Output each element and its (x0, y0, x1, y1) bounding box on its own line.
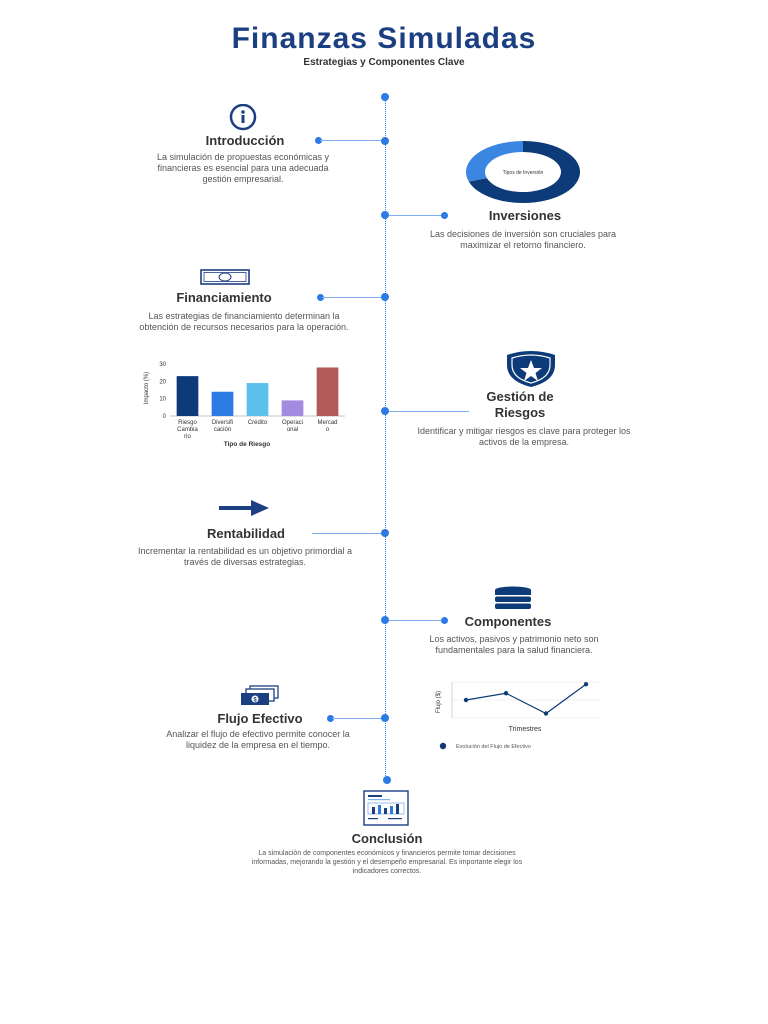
financiamiento-text: Las estrategias de financiamiento determinan la obtención de recursos necesarios para la operación. (139, 311, 349, 332)
componentes-text: Los activos, pasivos y patrimonio neto son fundamentales para la salud financiera. (429, 634, 599, 655)
riesgo-bar-chart (140, 356, 350, 452)
line-point-3 (544, 711, 548, 715)
bar-category-label: Operaci onal (281, 420, 304, 433)
shield-star-icon (501, 349, 561, 389)
inversiones-title: Inversiones (488, 208, 562, 223)
timeline-dot-rentabilidad (381, 529, 389, 537)
timeline-dot-financiamiento (381, 293, 389, 301)
bar-chart-y-tick: 0 (162, 414, 166, 420)
bar-chart-ylabel: Impacto (%) (144, 371, 150, 405)
componentes-title: Componentes (464, 614, 552, 629)
riesgos-title: Gestión de Riesgos (486, 389, 554, 420)
riesgos-text: Identificar y mitigar riesgos es clave para proteger los activos de la empresa. (417, 426, 631, 447)
bar-category-label: Crédito (247, 420, 268, 426)
bar-chart-y-tick: 10 (159, 396, 166, 403)
introduccion-text: La simulación de propuestas económicas y financieras es esencial para una adecuada gestión empresarial. (156, 152, 330, 184)
componentes-connector (389, 620, 443, 621)
bar-chart-y-tick: 20 (159, 379, 166, 386)
introduccion-connector (320, 140, 384, 141)
line-chart-ylabel: Flujo ($) (436, 690, 442, 714)
timeline-dot-flujo (381, 714, 389, 722)
riesgos-connector (389, 411, 469, 412)
line-point-4 (584, 682, 588, 686)
donut-center-label: Tipos de Inversión (502, 170, 544, 176)
svg-text:$: $ (253, 697, 257, 704)
bar-5 (317, 367, 339, 416)
cash-stack-icon (238, 685, 282, 707)
rentabilidad-text: Incrementar la rentabilidad es un objetivo primordial a través de diversas estrategias. (137, 546, 353, 567)
bar-chart-xlabel: Tipo de Riesgo (223, 441, 271, 448)
inversiones-connector-dot (441, 212, 448, 219)
flujo-text: Analizar el flujo de efectivo permite conocer la liquidez de la empresa en el tiempo. (166, 729, 350, 750)
flujo-title: Flujo Efectivo (217, 711, 303, 726)
flujo-connector (332, 718, 384, 719)
report-document-icon (362, 790, 410, 826)
line-point-1 (464, 698, 468, 702)
line-legend-marker (440, 743, 446, 749)
timeline-dot-top (381, 93, 389, 101)
info-icon (226, 104, 260, 132)
flujo-line-chart (430, 678, 620, 758)
timeline-dot-inversiones (381, 211, 389, 219)
bar-category-label: Riesgo Cambia rio (177, 420, 198, 440)
timeline-dot-riesgos (381, 407, 389, 415)
page-title: Finanzas Simuladas (231, 22, 537, 55)
arrow-right-icon (219, 500, 271, 516)
bar-3 (247, 383, 269, 416)
money-icon (199, 269, 251, 285)
timeline-dot-conclusion (383, 776, 391, 784)
bar-2 (212, 392, 234, 416)
financiamiento-title: Financiamiento (176, 290, 272, 305)
bar-4 (282, 400, 304, 416)
timeline-dot-componentes (381, 616, 389, 624)
introduccion-title: Introducción (205, 133, 285, 148)
bar-category-label: Diversifi cación (211, 420, 234, 433)
inversiones-donut-chart (464, 140, 582, 204)
timeline-dot-introduccion (381, 137, 389, 145)
conclusion-text: La simulación de componentes económicos y financieros permite tomar decisiones informadas, mejorando la gestión y el desempeño empresarial. Es importante elegir los indicadores correctos. (251, 850, 523, 875)
inversiones-connector (389, 215, 443, 216)
financiamiento-connector (322, 297, 384, 298)
line-series (466, 684, 586, 713)
bar-chart-y-tick: 30 (159, 362, 166, 368)
line-chart-xlabel: Trimestres (508, 726, 542, 733)
bar-1 (177, 376, 199, 416)
rentabilidad-title: Rentabilidad (206, 526, 285, 541)
page-subtitle: Estrategias y Componentes Clave (303, 57, 465, 68)
line-chart-legend: Evolución del Flujo de Efectivo (456, 744, 531, 750)
bar-category-label: Mercad o (317, 420, 338, 433)
timeline-line (385, 96, 386, 780)
inversiones-text: Las decisiones de inversión son cruciales para maximizar el retorno financiero. (429, 229, 617, 250)
conclusion-title: Conclusión (351, 831, 423, 846)
line-point-2 (504, 691, 508, 695)
database-icon (492, 586, 534, 612)
rentabilidad-connector (312, 533, 384, 534)
